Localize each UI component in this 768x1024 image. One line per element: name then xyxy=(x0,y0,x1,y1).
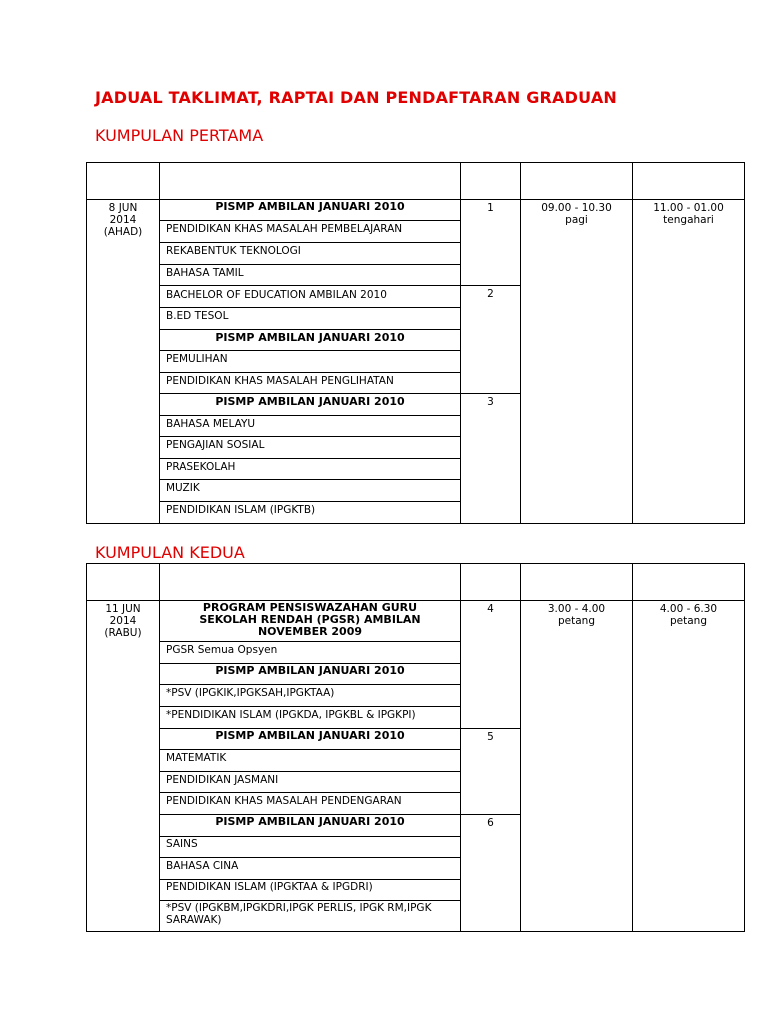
table-row: *PENDIDIKAN ISLAM (IPGKDA, IPGKBL & IPGKPI) xyxy=(166,709,416,721)
table-row: BAHASA CINA xyxy=(166,860,239,872)
table-row: PISMP AMBILAN JANUARI 2010 xyxy=(215,664,405,677)
group-number: 2 xyxy=(487,288,494,300)
table-row: PENDIDIKAN KHAS MASALAH PEMBELAJARAN xyxy=(166,223,403,235)
table-row: *PSV (IPGKBM,IPGKDRI,IPGK PERLIS, IPGK RM,IPGK SARAWAK) xyxy=(166,902,432,926)
table-row: BAHASA MELAYU xyxy=(166,418,256,430)
table-row: BACHELOR OF EDUCATION AMBILAN 2010 xyxy=(166,289,387,301)
table-row: PISMP AMBILAN JANUARI 2010 xyxy=(215,395,405,408)
table-row: PRASEKOLAH xyxy=(166,461,236,473)
group-number: 6 xyxy=(487,817,494,829)
group2-heading: KUMPULAN KEDUA xyxy=(95,543,245,562)
table-row: *PSV (IPGKIK,IPGKSAH,IPGKTAA) xyxy=(166,687,335,699)
table-row: PEMULIHAN xyxy=(166,353,228,365)
table-row: PENDIDIKAN ISLAM (IPGKTB) xyxy=(166,504,316,516)
table-row: PISMP AMBILAN JANUARI 2010 xyxy=(215,729,405,742)
table-row: PENDIDIKAN KHAS MASALAH PENDENGARAN xyxy=(166,795,402,807)
group1-heading: KUMPULAN PERTAMA xyxy=(95,126,264,145)
table-row: PISMP AMBILAN JANUARI 2010 xyxy=(215,331,405,344)
group-number: 1 xyxy=(487,202,494,214)
group2-date: 11 JUN 2014 (RABU) xyxy=(104,603,142,639)
table-row: SAINS xyxy=(166,838,198,850)
table-row: PENGAJIAN SOSIAL xyxy=(166,439,265,451)
table-row: REKABENTUK TEKNOLOGI xyxy=(166,245,301,257)
table-row: PENDIDIKAN ISLAM (IPGKTAA & IPGDRI) xyxy=(166,881,373,893)
group-number: 4 xyxy=(487,603,494,615)
group1-time-briefing: 09.00 - 10.30 pagi xyxy=(541,202,612,226)
table-row: BAHASA TAMIL xyxy=(166,267,244,279)
group1-date: 8 JUN 2014 (AHAD) xyxy=(103,202,143,238)
table-row: MATEMATIK xyxy=(166,752,227,764)
group2-time-rehearsal: 4.00 - 6.30 petang xyxy=(659,603,718,627)
table-row: MUZIK xyxy=(166,482,200,494)
table-row: PENDIDIKAN JASMANI xyxy=(166,774,279,786)
table-row: PISMP AMBILAN JANUARI 2010 xyxy=(215,200,405,213)
table-row: PGSR Semua Opsyen xyxy=(166,644,278,656)
table-row: B.ED TESOL xyxy=(166,310,229,322)
group-number: 3 xyxy=(487,396,494,408)
group1-time-rehearsal: 11.00 - 01.00 tengahari xyxy=(653,202,724,226)
page-title: JADUAL TAKLIMAT, RAPTAI DAN PENDAFTARAN GRADUAN xyxy=(95,88,617,107)
group-number: 5 xyxy=(487,731,494,743)
table-row: PENDIDIKAN KHAS MASALAH PENGLIHATAN xyxy=(166,375,394,387)
table-row: PROGRAM PENSISWAZAHAN GURU SEKOLAH RENDAH (PGSR) AMBILAN NOVEMBER 2009 xyxy=(199,601,421,638)
table-row: PISMP AMBILAN JANUARI 2010 xyxy=(215,815,405,828)
group2-time-briefing: 3.00 - 4.00 petang xyxy=(547,603,606,627)
